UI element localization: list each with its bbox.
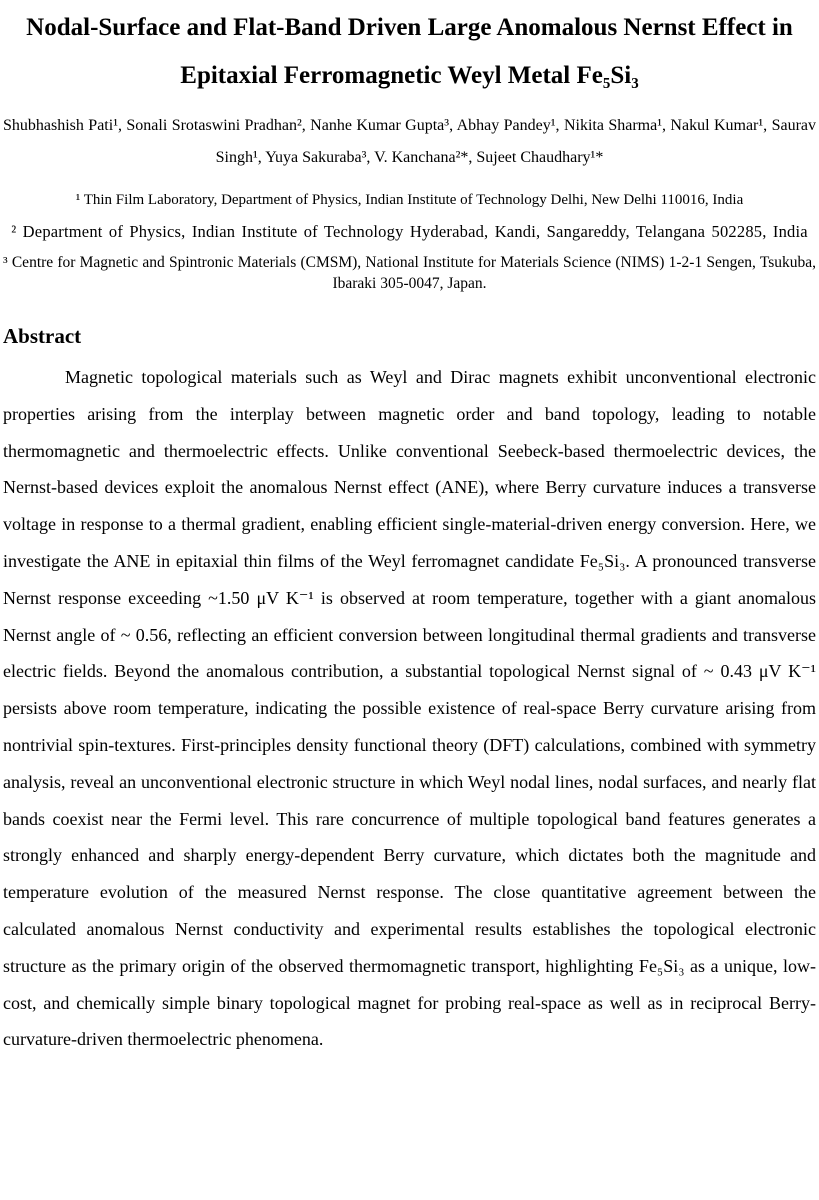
affiliation-1: ¹ Thin Film Laboratory, Department of Physics, Indian Institute of Technology Delhi, New Delhi 110016, India [75,192,744,208]
abstract-text: Magnetic topological materials such as Weyl and Dirac magnets exhibit unconventional electronic properties arising from the interplay between magnetic order and band topology, leading to notable thermomagnetic and thermoelectric effects. Unlike conventional Seebeck-based thermoelectric devices, the Nernst-based devices exploit the anomalous Nernst effect (ANE), where Berry curvature induces a transverse voltage in response to a thermal gradient, enabling efficient single-material-driven energy conversion. Here, we investigate the ANE in epitaxial thin films of the Weyl ferromagnet candidate Fe₅Si₃. A pronounced transverse Nernst response exceeding ~1.50 μV K⁻¹ is observed at room temperature, together with a giant anomalous Nernst angle of ~ 0.56, reflecting an efficient conversion between longitudinal thermal gradients and transverse electric fields. Beyond the anomalous contribution, a substantial topological Nernst signal of ~ 0.43 μV K⁻¹ persists above room temperature, indicating the possible existence of real-space Berry curvature arising from nontrivial spin-textures. First-principles density functional theory (DFT) calculations, combined with symmetry analysis, reveal an unconventional electronic structure in which Weyl nodal lines, nodal surfaces, and nearly flat bands coexist near the Fermi level. This rare concurrence of multiple topological band features generates a strongly enhanced and sharply energy-dependent Berry curvature, which dictates both the magnitude and temperature evolution of the measured Nernst response. The close quantitative agreement between the calculated anomalous Nernst conductivity and experimental results establishes the topological electronic structure as the primary origin of the observed thermomagnetic transport, highlighting Fe₅Si₃ as a unique, low-cost, and chemically simple binary topological magnet for probing real-space as well as in reciprocal Berry-curvature-driven thermoelectric phenomena. [3,367,816,1050]
paper-title: Nodal-Surface and Flat-Band Driven Large Anomalous Nernst Effect in Epitaxial Ferromagnetic Weyl Metal Fe₅Si₃ [26,14,793,89]
abstract-heading: Abstract [3,324,82,348]
author-list: Shubhashish Pati¹, Sonali Srotaswini Pradhan², Nanhe Kumar Gupta³, Abhay Pandey¹, Nikita Sharma¹, Nakul Kumar¹, Saurav Singh¹, Yuya Sakuraba³, V. Kanchana²*, Sujeet Chaudhary¹* [3,117,816,166]
affiliation-3: ³ Centre for Magnetic and Spintronic Materials (CMSM), National Institute for Materials Science (NIMS) 1-2-1 Sengen, Tsukuba, Ibaraki 305-0047, Japan. [3,254,816,292]
affiliation-2: ² Department of Physics, Indian Institute of Technology Hyderabad, Kandi, Sangareddy, Telangana 502285, India [11,222,808,241]
